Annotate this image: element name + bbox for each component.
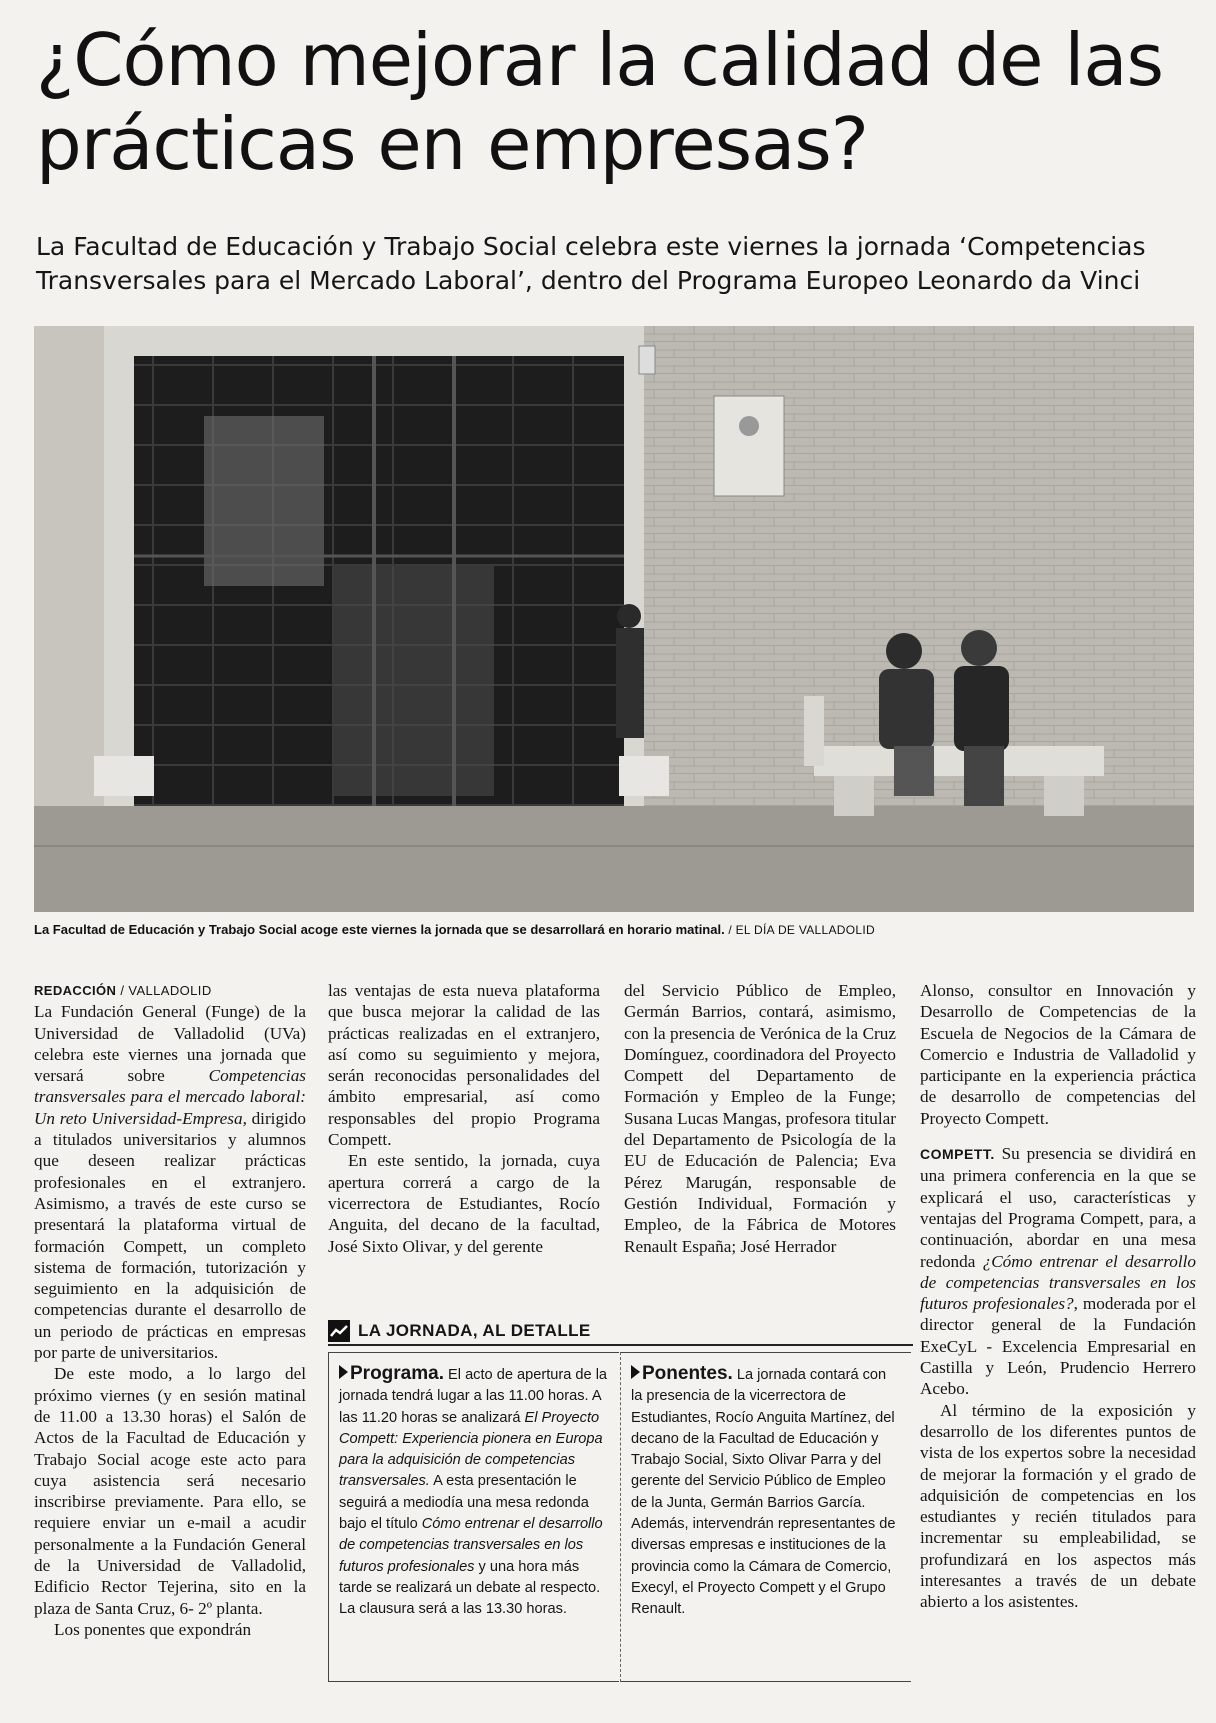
emphasis-text: Cómo entrenar el desarrollo de competencias transversales en los futuros profesionales (339, 1516, 603, 1575)
article-column-4 (920, 980, 1196, 1613)
text-run: A esta presentación le seguirá a mediodía una mesa redonda bajo el título (339, 1473, 589, 1533)
text-run: , moderada por el director general de la Fundación ExeCyL - Excelencia Empresarial en Castilla y León, Prudencio Herrero Acebo. (920, 1294, 1196, 1399)
paragraph: En este sentido, la jornada, cuya apertura correrá a cargo de la vicerrectora de Estudiantes, Rocío Anguita, del decano de la facultad, José Sixto Olivar, y del gerente (328, 1151, 600, 1256)
sidebar-body (328, 1352, 913, 1682)
text-run: La jornada contará con la presencia de la vicerrectora de Estudiantes, Rocío Anguita Martínez, del decano de la Facultad de Educación y Trabajo Social, Sixto Olivar Parra y del gerente del Servicio Público de Empleo de la Junta, Germán Barrios García. Además, intervendrán representantes de diversas empresas e instituciones de la provincia como la Cámara de Comercio, Execyl, el Proyecto Compett y el Grupo Renault. (631, 1367, 896, 1618)
paragraph: Los ponentes que expondrán (54, 1619, 252, 1639)
pointer-arrow-icon (339, 1365, 348, 1379)
paragraph (34, 1001, 306, 1363)
caption-text: La Facultad de Educación y Trabajo Social acoge este viernes la jornada que se desarrollará en horario matinal. (34, 922, 725, 937)
text-run: dirigido a titulados universitarios y alumnos que deseen realizar prácticas profesionales en el extranjero. Asimismo, a través de este curso se presentará la plataforma virtual de formación Compett, un completo sistema de formación, tutorización y seguimiento en la adquisición de competencias durante el desarrollo de un periodo de prácticas en empresas por parte de universitarios. (34, 1108, 306, 1363)
building-entrance-illustration (34, 326, 1194, 912)
ponentes-block (620, 1352, 911, 1682)
ponentes-lead: Ponentes. (642, 1363, 733, 1384)
paragraph: las ventajas de esta nueva plataforma que busca mejorar la calidad de las prácticas realizadas en el extranjero, así como su seguimiento y mejora, serán reconocidas personalidades del ámbito empresarial, así como responsables del propio Programa Compett. (328, 981, 600, 1150)
emphasis-text: ¿Cómo entrenar el desarrollo de competencias transversales en los futuros profesionales? (920, 1251, 1196, 1314)
article-column-3 (624, 980, 896, 1280)
paragraph: Al término de la exposición y desarrollo de los diferentes puntos de vista de los expertos sobre la necesidad de mejorar la formación y el grado de adquisición de competencias en los estudiantes y recién titulados para incrementar su empleabilidad, se profundizará en los aspectos más interesantes a través de un debate abierto a los asistentes. (920, 1400, 1196, 1612)
paragraph: De este modo, a lo largo del próximo viernes (y en sesión matinal de 11.00 a 13.30 horas) el Salón de Actos de la Facultad de Educación y Trabajo Social acoge este acto para cuya asistencia será necesario inscribirse previamente. Para ello, se requiere enviar un e-mail a acudir personalmente a la Fundación General de la Universidad de Valladolid, Edificio Rector Tejerina, sito en la plaza de Santa Cruz, 6- 2º planta. (34, 1364, 306, 1618)
emphasis-text: Competencias transversales para el mercado laboral: Un reto Universidad-Empresa, (34, 1066, 306, 1128)
news-photo (34, 326, 1194, 912)
photo-caption (34, 922, 1194, 937)
text-run: La Fundación General (Funge) de la Universidad de Valladolid (UVa) celebra este viernes una jornada que versará sobre (34, 1002, 306, 1086)
programa-block (328, 1352, 619, 1682)
detail-sidebar (328, 1318, 913, 1683)
photo-credit: / EL DÍA DE VALLADOLID (728, 923, 875, 937)
text-run: Su presencia se dividirá en una primera conferencia en la que se explicará el uso, características y ventajas del Programa Compett, para, a continuación, abordar en una mesa redonda (920, 1144, 1196, 1271)
dateline (34, 980, 306, 1001)
sidebar-title: LA JORNADA, AL DETALLE (358, 1321, 591, 1340)
section-label: COMPETT. (920, 1146, 995, 1163)
subtitle: La Facultad de Educación y Trabajo Social celebra este viernes la jornada ‘Competencias Transversales para el Mercado Laboral’, dentro del Programa Europeo Leonardo da Vinci (36, 232, 1146, 295)
headline: ¿Cómo mejorar la calidad de las prácticas en empresas? (36, 18, 1163, 186)
dateline-org: REDACCIÓN (34, 983, 117, 998)
emphasis-text: El Proyecto Compett: Experiencia pionera en Europa para la adquisición de competencias transversales. (339, 1409, 603, 1490)
text-run: y una hora más tarde se realizará un debate al respecto. La clausura será a las 13.30 horas. (339, 1558, 601, 1618)
sidebar-header (328, 1318, 913, 1346)
trend-chart-icon (328, 1320, 350, 1342)
article-column-2 (328, 980, 600, 1280)
article-column-1 (34, 980, 306, 1640)
paragraph: del Servicio Público de Empleo, Germán Barrios, contará, asimismo, con la presencia de Verónica de la Cruz Domínguez, coordinadora del Proyecto Compett del Departamento de Formación y Empleo de la Funge; Susana Lucas Mangas, profesora titular del Departamento de Psicología de la EU de Educación de Palencia; Eva Pérez Marugán, responsable de Gestión Individual, Formación y Empleo, de la Fábrica de Motores Renault España; José Herrador (624, 981, 896, 1256)
paragraph (920, 1143, 1196, 1400)
programa-lead: Programa. (350, 1363, 444, 1384)
paragraph: Alonso, consultor en Innovación y Desarrollo de Competencias de la Escuela de Negocios de la Cámara de Comercio e Industria de Valladolid y participante en la experiencia práctica de desarrollo de competencias del Proyecto Compett. (920, 981, 1196, 1128)
text-run: El acto de apertura de la jornada tendrá lugar a las 11.00 horas. A las 11.20 horas se analizará (339, 1367, 608, 1426)
dateline-city: / VALLADOLID (120, 983, 212, 998)
pointer-arrow-icon (631, 1365, 640, 1379)
